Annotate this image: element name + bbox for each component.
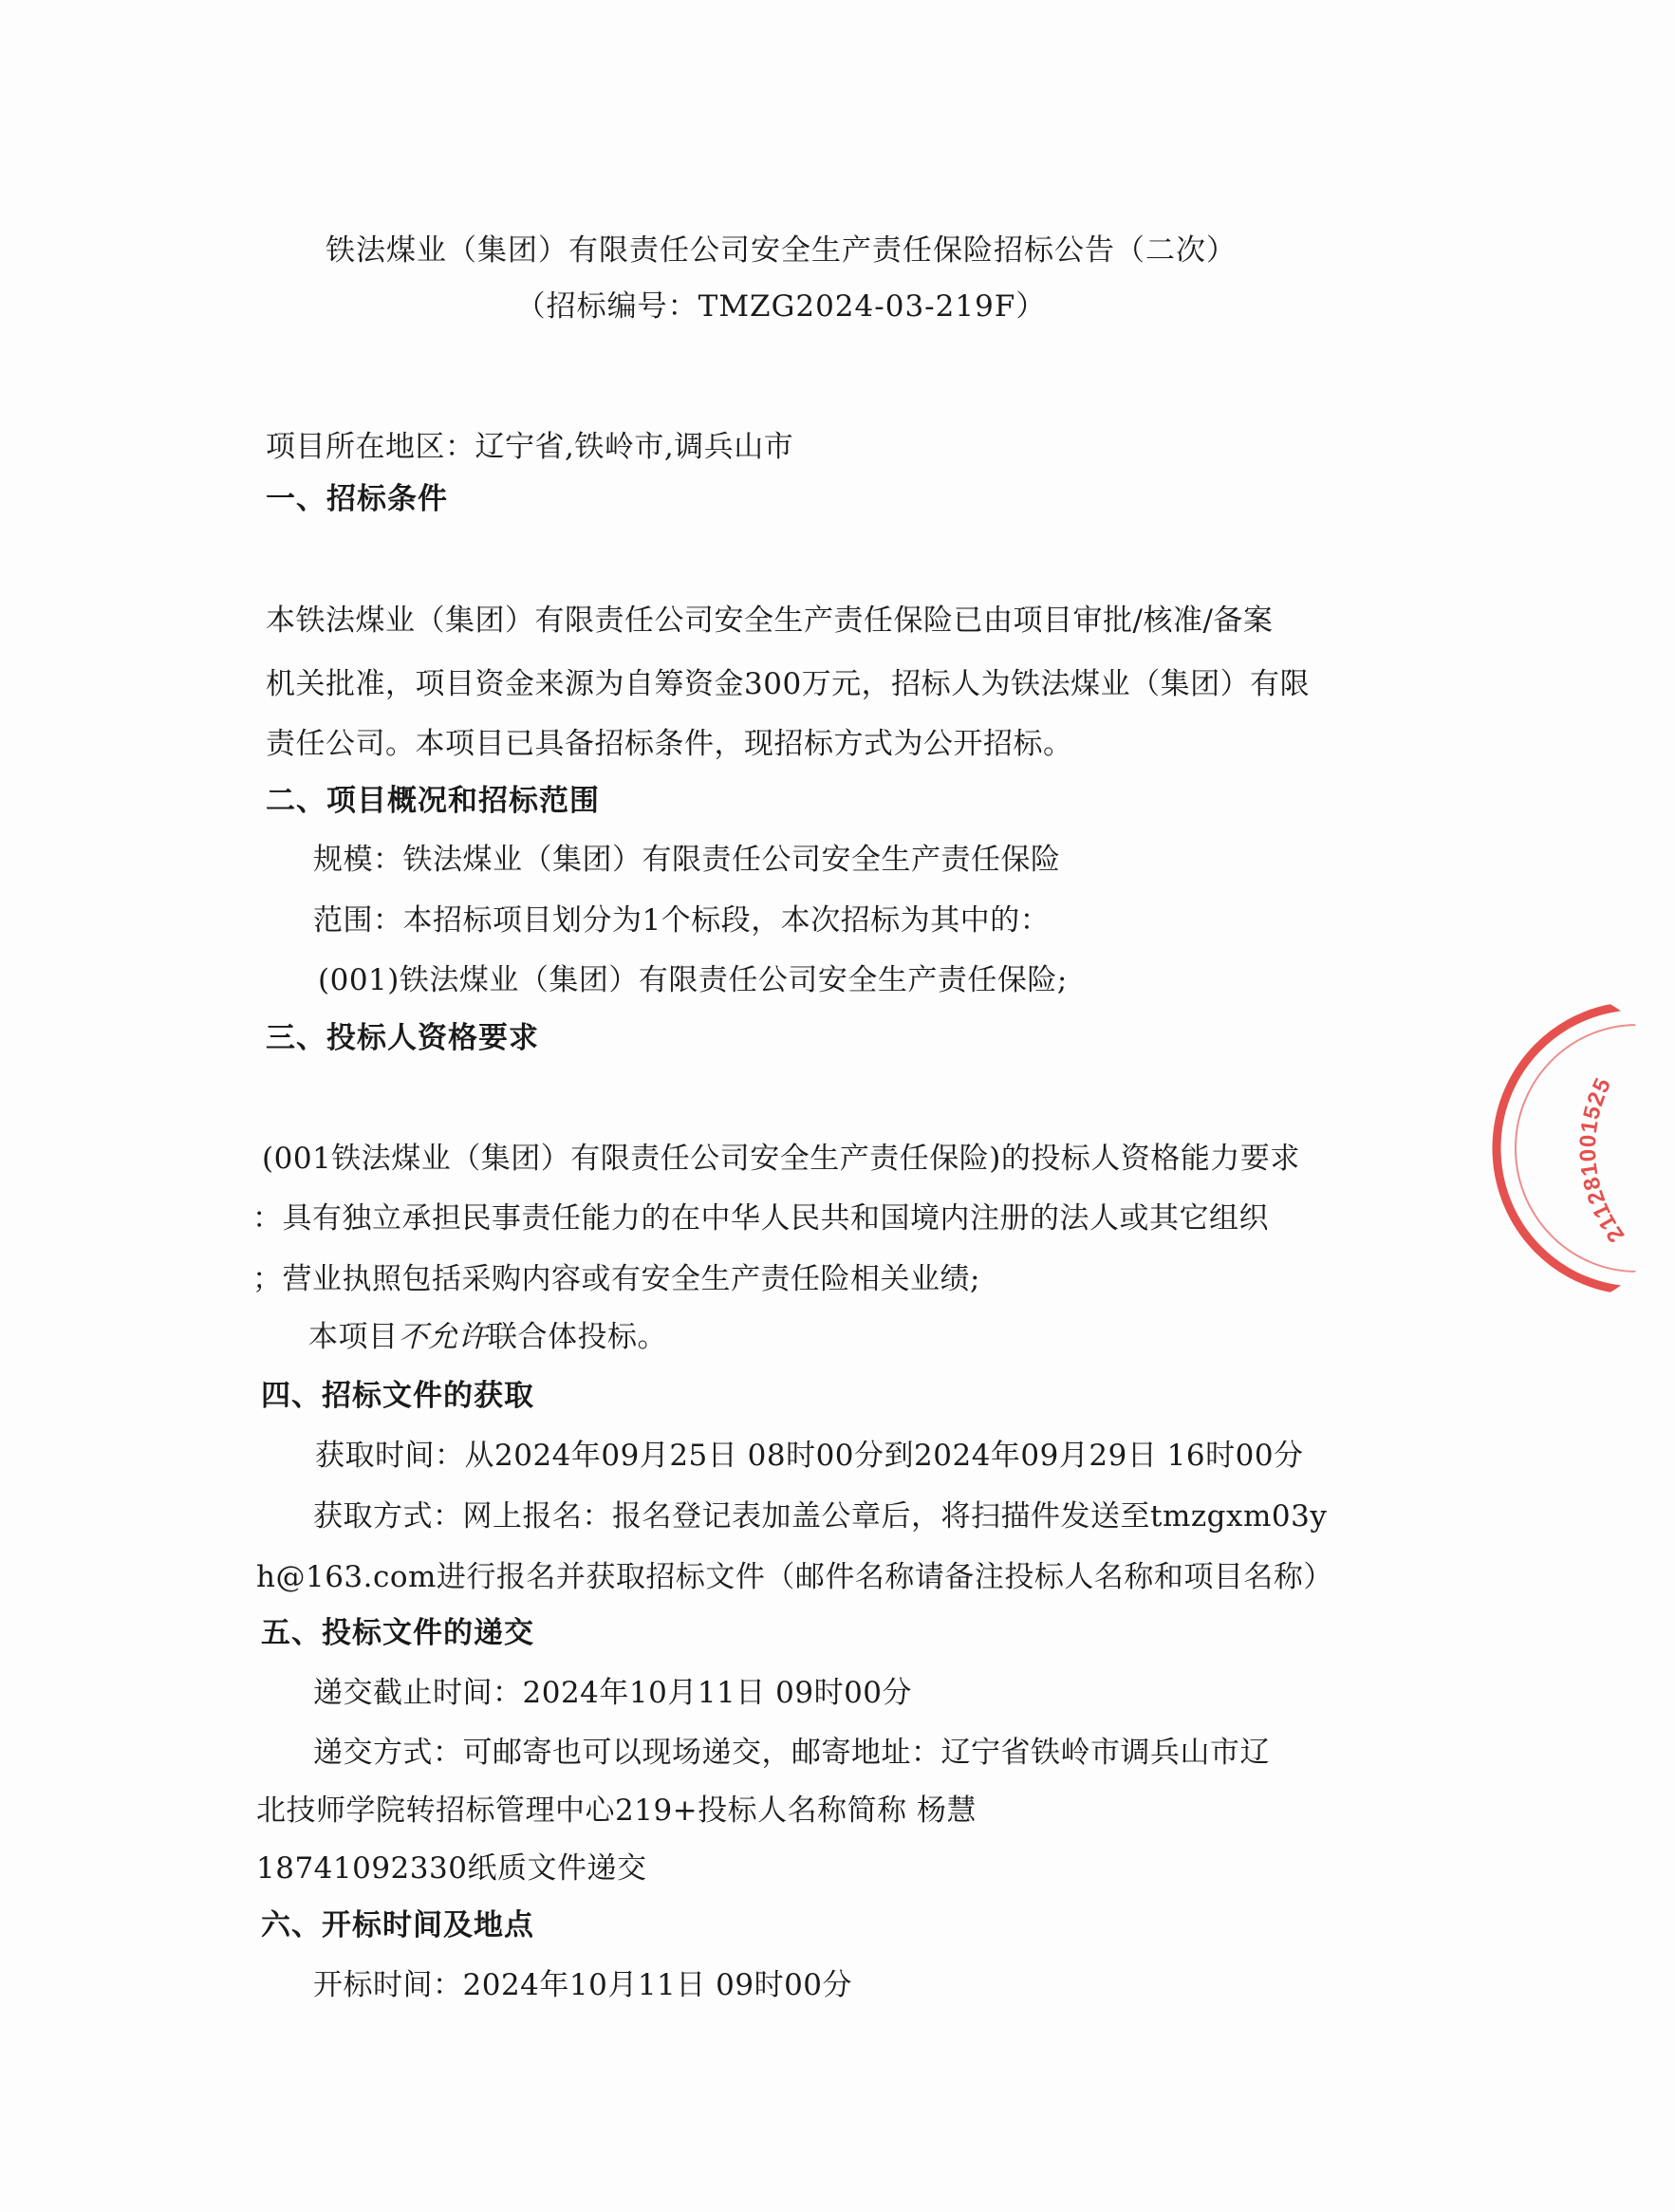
section-5-line: 18741092330纸质文件递交 [256, 1851, 647, 1886]
section-2-line: 范围：本招标项目划分为1个标段，本次招标为其中的： [313, 903, 1051, 938]
section-heading-4: 四、招标文件的获取 [261, 1379, 534, 1413]
section-4-line: 获取方式：网上报名：报名登记表加盖公章后，将扫描件发送至tmzgxm03y [313, 1499, 1328, 1534]
section-heading-5: 五、投标文件的递交 [261, 1616, 534, 1650]
project-region: 项目所在地区：辽宁省,铁岭市,调兵山市 [266, 430, 794, 464]
section-heading-1: 一、招标条件 [266, 482, 448, 516]
section-3-line: ；营业执照包括采购内容或有安全生产责任险相关业绩; [252, 1262, 980, 1296]
consortium-prefix: 本项目 [308, 1320, 399, 1354]
section-1-line: 责任公司。本项目已具备招标条件，现招标方式为公开招标。 [266, 727, 1073, 761]
tender-number: （招标编号：TMZG2024-03-219F） [515, 289, 1047, 324]
section-heading-3: 三、投标人资格要求 [266, 1021, 539, 1055]
consortium-emphasis: 不允许 [398, 1320, 488, 1354]
section-5-line: 北技师学院转招标管理中心219+投标人名称简称 杨慧 [256, 1794, 977, 1828]
consortium-suffix: 联合体投标。 [488, 1320, 667, 1354]
section-1-line: 本铁法煤业（集团）有限责任公司安全生产责任保险已由项目审批/核准/备案 [266, 604, 1274, 638]
section-6-line: 开标时间：2024年10月11日 09时00分 [313, 1968, 853, 2002]
seal-number-text: 211281001525 [1574, 1073, 1630, 1248]
consortium-statement [308, 1312, 667, 1355]
section-3-line: ：具有独立承担民事责任能力的在中华人民共和国境内注册的法人或其它组织 [252, 1201, 1269, 1236]
section-3-line: (001铁法煤业（集团）有限责任公司安全生产责任保险)的投标人资格能力要求 [262, 1142, 1300, 1176]
section-1-line: 机关批准，项目资金来源为自筹资金300万元，招标人为铁法煤业（集团）有限 [266, 667, 1311, 701]
section-5-line: 递交截止时间：2024年10月11日 09时00分 [313, 1676, 913, 1710]
section-2-line: (001)铁法煤业（集团）有限责任公司安全生产责任保险; [318, 963, 1068, 997]
section-4-line: h@163.com进行报名并获取招标文件（邮件名称请备注投标人名称和项目名称） [256, 1560, 1333, 1594]
document-title: 铁法煤业（集团）有限责任公司安全生产责任保险招标公告（二次） [326, 233, 1237, 268]
official-seal-stamp [1485, 996, 1675, 1300]
section-4-line: 获取时间：从2024年09月25日 08时00分到2024年09月29日 16时00分 [315, 1439, 1304, 1473]
svg-text:211281001525 [1575, 1073, 1629, 1247]
section-heading-6: 六、开标时间及地点 [261, 1908, 534, 1942]
section-5-line: 递交方式：可邮寄也可以现场递交，邮寄地址：辽宁省铁岭市调兵山市辽 [313, 1736, 1270, 1770]
section-heading-2: 二、项目概况和招标范围 [266, 784, 600, 818]
section-2-line: 规模：铁法煤业（集团）有限责任公司安全生产责任保险 [313, 843, 1061, 877]
